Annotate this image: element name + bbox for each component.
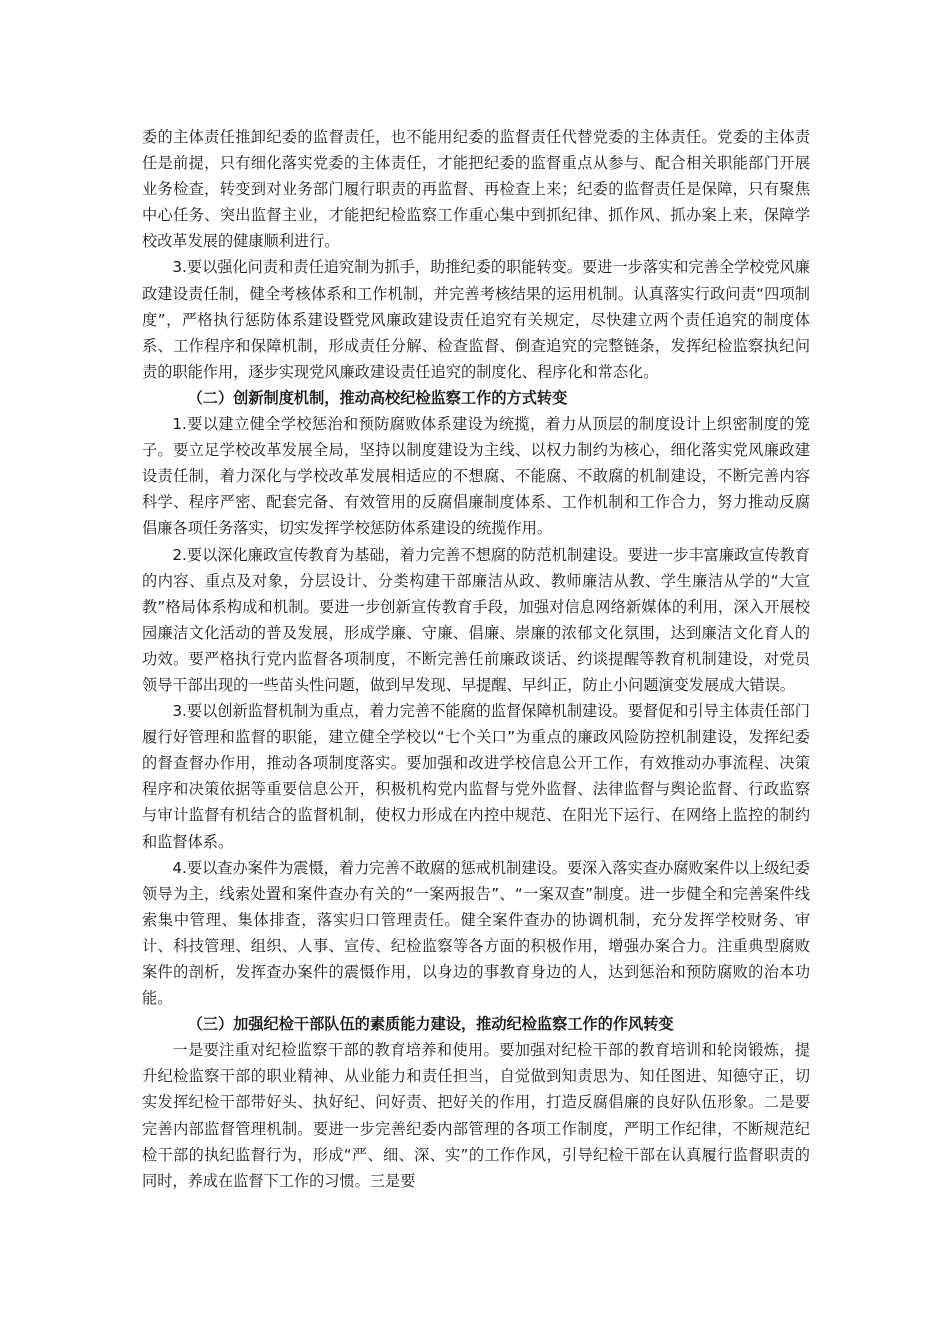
paragraph-1: 委的主体责任推卸纪委的监督责任，也不能用纪委的监督责任代替党委的主体责任。党委的主体责任是前提，只有细化落实党委的主体责任，才能把纪委的监督重点从参与、配合相关职能部门开展业务检查，转变到对业务部门履行职责的再监督、再检查上来；纪委的监督责任是保障，只有聚焦中心任务、突出监督主业，才能把纪检监察工作重心集中到抓纪律、抓作风、抓办案上来，保障学校改革发展的健康顺利进行。 bbox=[142, 128, 810, 251]
paragraph-4: 2.要以深化廉政宣传教育为基础，着力完善不想腐的防范机制建设。要进一步丰富廉政宣传教育的内容、重点及对象，分层设计、分类构建干部廉洁从政、教师廉洁从教、学生廉洁从学的“大宣教”格局体系构成和机制。要进一步创新宣传教育手段，加强对信息网络新媒体的利用，深入开展校园廉洁文化活动的普及发展，形成学廉、守廉、倡廉、崇廉的浓郁文化氛围，达到廉洁文化育人的功效。要严格执行党内监督各项制度，不断完善任前廉政谈话、约谈提醒等教育机制建设，对党员领导干部出现的一些苗头性问题，做到早发现、早提醒、早纠正，防止小问题演变发展成大错误。 bbox=[142, 545, 810, 694]
paragraph-5: 3.要以创新监督机制为重点，着力完善不能腐的监督保障机制建设。要督促和引导主体责任部门履行好管理和监督的职能，建立健全学校以“七个关口”为重点的廉政风险防控机制建设，发挥纪委的督查督办作用，推动各项制度落实。要加强和改进学校信息公开工作，有效推动办事流程、决策程序和决策依据等重要信息公开，积极机构党内监督与党外监督、法律监督与舆论监督、行政监察与审计监督有机结合的监督机制，使权力形成在内控中规范、在阳光下运行、在网络上监控的制约和监督体系。 bbox=[142, 702, 810, 851]
paragraph-3: 1.要以建立健全学校惩治和预防腐败体系建设为统揽，着力从顶层的制度设计上织密制度的笼子。要立足学校改革发展全局，坚持以制度建设为主线、以权力制约为核心，细化落实党风廉政建设责任制，着力深化与学校改革发展相适应的不想腐、不能腐、不敢腐的机制建设，不断完善内容科学、程序严密、配套完备、有效管用的反腐倡廉制度体系、工作机制和工作合力，努力推动反腐倡廉各项任务落实，切实发挥学校惩防体系建设的统揽作用。 bbox=[142, 415, 810, 538]
paragraph-6: 4.要以查办案件为震慑，着力完善不敢腐的惩戒机制建设。要深入落实查办腐败案件以上级纪委领导为主，线索处置和案件查办有关的“一案两报告”、“一案双查”制度。进一步健全和完善案件线索集中管理、集体排查，落实归口管理责任。健全案件查办的协调机制，充分发挥学校财务、审计、科技管理、组织、人事、宣传、纪检监察等各方面的积极作用，增强办案合力。注重典型腐败案件的剖析，发挥查办案件的震慑作用，以身边的事教育身边的人，达到惩治和预防腐败的治本功能。 bbox=[142, 858, 810, 1008]
paragraph-2: 3.要以强化问责和责任追究制为抓手，助推纪委的职能转变。要进一步落实和完善全学校党风廉政建设责任制，健全考核体系和工作机制，并完善考核结果的运用机制。认真落实行政问责“四项制度”，严格执行惩防体系建设暨党风廉政建设责任追究有关规定，尽快建立两个责任追究的制度体系、工作程序和保障机制，形成责任分解、检查监督、倒查追究的完整链条，发挥纪检监察执纪问责的职能作用，逐步实现党风廉政建设责任追究的制度化、程序化和常态化。 bbox=[142, 258, 810, 381]
section-heading-3: （三）加强纪检干部队伍的素质能力建设，推动纪检监察工作的作风转变 bbox=[187, 1015, 674, 1034]
section-heading-2: （二）创新制度机制，推动高校纪检监察工作的方式转变 bbox=[187, 388, 568, 407]
document-body bbox=[142, 124, 810, 1194]
paragraph-7: 一是要注重对纪检监察干部的教育培养和使用。要加强对纪检干部的教育培训和轮岗锻炼，提升纪检监察干部的职业精神、从业能力和责任担当，自觉做到知责思为、知任图进、知德守正，切实发挥纪检干部带好头、执好纪、问好责、把好关的作用，打造反腐倡廉的良好队伍形象。二是要完善内部监督管理机制。要进一步完善纪委内部管理的各项工作制度，严明工作纪律，不断规范纪检干部的执纪监督行为，形成“严、细、深、实”的工作作风，引导纪检干部在认真履行监督职责的同时，养成在监督下工作的习惯。三是要 bbox=[142, 1041, 810, 1190]
